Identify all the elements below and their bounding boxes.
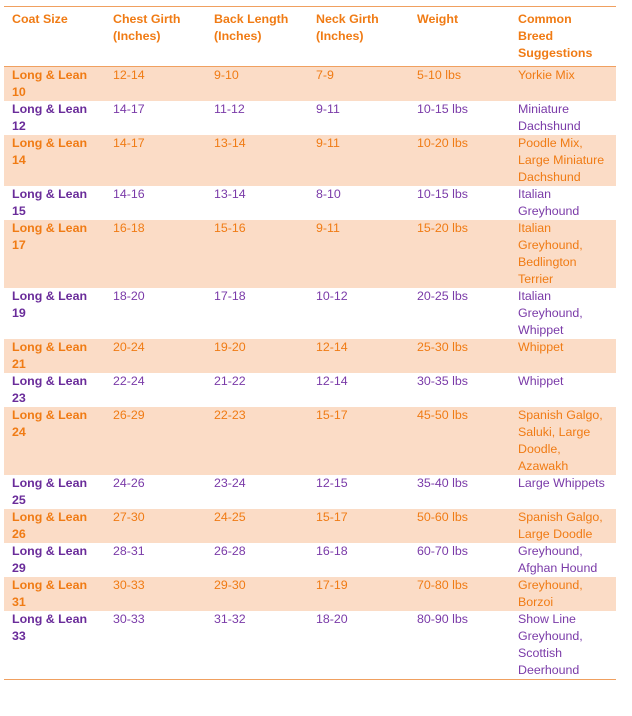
- breed-suggestions-cell: Greyhound, Borzoi: [518, 578, 583, 609]
- weight-cell: 10-15 lbs: [417, 102, 468, 116]
- weight-cell: 25-30 lbs: [417, 340, 468, 354]
- chest-girth-cell: 27-30: [113, 510, 145, 524]
- back-length-cell: 9-10: [214, 68, 239, 82]
- back-length-cell: 29-30: [214, 578, 246, 592]
- weight-cell: 10-20 lbs: [417, 136, 468, 150]
- chest-girth-cell: 16-18: [113, 221, 145, 235]
- coat-size-table: [4, 6, 616, 680]
- coat-size-cell: Long & Lean 23: [12, 374, 88, 405]
- table-row: [4, 186, 616, 220]
- weight-cell: 35-40 lbs: [417, 476, 468, 490]
- neck-girth-cell: 10-12: [316, 289, 348, 303]
- weight-cell: 20-25 lbs: [417, 289, 468, 303]
- back-length-cell: 21-22: [214, 374, 246, 388]
- back-length-cell: 13-14: [214, 187, 246, 201]
- chest-girth-cell: 30-33: [113, 612, 145, 626]
- table-row: [4, 543, 616, 577]
- neck-girth-cell: 15-17: [316, 510, 348, 524]
- chest-girth-cell: 24-26: [113, 476, 145, 490]
- table-header: [4, 7, 616, 67]
- table-row: [4, 288, 616, 339]
- chest-girth-cell: 30-33: [113, 578, 145, 592]
- neck-girth-cell: 12-14: [316, 340, 348, 354]
- table-row: [4, 577, 616, 611]
- breed-suggestions-cell: Spanish Galgo, Large Doodle: [518, 510, 603, 541]
- header-breed-suggestions: Common Breed Suggestions: [518, 12, 593, 60]
- chest-girth-cell: 28-31: [113, 544, 145, 558]
- chest-girth-cell: 14-16: [113, 187, 145, 201]
- coat-size-cell: Long & Lean 24: [12, 408, 88, 439]
- breed-suggestions-cell: Whippet: [518, 340, 564, 354]
- neck-girth-cell: 9-11: [316, 136, 340, 150]
- breed-suggestions-cell: Yorkie Mix: [518, 68, 575, 82]
- table-row: [4, 475, 616, 509]
- weight-cell: 50-60 lbs: [417, 510, 468, 524]
- breed-suggestions-cell: Show Line Greyhound, Scottish Deerhound: [518, 612, 583, 677]
- chest-girth-cell: 20-24: [113, 340, 145, 354]
- neck-girth-cell: 7-9: [316, 68, 334, 82]
- weight-cell: 10-15 lbs: [417, 187, 468, 201]
- coat-size-cell: Long & Lean 10: [12, 68, 88, 99]
- chest-girth-cell: 18-20: [113, 289, 145, 303]
- table-row: [4, 611, 616, 680]
- weight-cell: 80-90 lbs: [417, 612, 468, 626]
- breed-suggestions-cell: Poodle Mix, Large Miniature Dachshund: [518, 136, 605, 184]
- neck-girth-cell: 8-10: [316, 187, 341, 201]
- weight-cell: 60-70 lbs: [417, 544, 468, 558]
- table-row: [4, 101, 616, 135]
- back-length-cell: 19-20: [214, 340, 246, 354]
- breed-suggestions-cell: Miniature Dachshund: [518, 102, 581, 133]
- breed-suggestions-cell: Large Whippets: [518, 476, 605, 490]
- weight-cell: 30-35 lbs: [417, 374, 468, 388]
- coat-size-cell: Long & Lean 21: [12, 340, 88, 371]
- weight-cell: 45-50 lbs: [417, 408, 468, 422]
- back-length-cell: 11-12: [214, 102, 245, 116]
- breed-suggestions-cell: Italian Greyhound, Whippet: [518, 289, 583, 337]
- table-row: [4, 339, 616, 373]
- neck-girth-cell: 17-19: [316, 578, 348, 592]
- coat-size-cell: Long & Lean 17: [12, 221, 88, 252]
- coat-size-cell: Long & Lean 26: [12, 510, 88, 541]
- breed-suggestions-cell: Italian Greyhound, Bedlington Terrier: [518, 221, 583, 286]
- back-length-cell: 15-16: [214, 221, 246, 235]
- header-chest-girth: Chest Girth (Inches): [113, 12, 181, 43]
- coat-size-cell: Long & Lean 15: [12, 187, 88, 218]
- weight-cell: 15-20 lbs: [417, 221, 468, 235]
- back-length-cell: 13-14: [214, 136, 246, 150]
- back-length-cell: 24-25: [214, 510, 246, 524]
- chest-girth-cell: 12-14: [113, 68, 145, 82]
- coat-size-cell: Long & Lean 12: [12, 102, 88, 133]
- neck-girth-cell: 9-11: [316, 102, 340, 116]
- back-length-cell: 17-18: [214, 289, 246, 303]
- neck-girth-cell: 16-18: [316, 544, 348, 558]
- table-row: [4, 135, 616, 186]
- coat-size-cell: Long & Lean 14: [12, 136, 88, 167]
- chest-girth-cell: 14-17: [113, 102, 145, 116]
- chest-girth-cell: 22-24: [113, 374, 145, 388]
- table-row: [4, 67, 616, 102]
- neck-girth-cell: 12-14: [316, 374, 348, 388]
- neck-girth-cell: 18-20: [316, 612, 348, 626]
- header-row: [4, 7, 616, 67]
- weight-cell: 70-80 lbs: [417, 578, 468, 592]
- weight-cell: 5-10 lbs: [417, 68, 462, 82]
- coat-size-cell: Long & Lean 31: [12, 578, 88, 609]
- coat-size-cell: Long & Lean 33: [12, 612, 88, 643]
- back-length-cell: 22-23: [214, 408, 246, 422]
- breed-suggestions-cell: Whippet: [518, 374, 564, 388]
- header-weight: Weight: [417, 12, 459, 26]
- header-neck-girth: Neck Girth (Inches): [316, 12, 379, 43]
- table-row: [4, 220, 616, 288]
- header-back-length: Back Length (Inches): [214, 12, 289, 43]
- table-body: [4, 67, 616, 680]
- back-length-cell: 23-24: [214, 476, 246, 490]
- neck-girth-cell: 12-15: [316, 476, 348, 490]
- coat-size-cell: Long & Lean 29: [12, 544, 88, 575]
- breed-suggestions-cell: Greyhound, Afghan Hound: [518, 544, 598, 575]
- header-coat-size: Coat Size: [12, 12, 68, 26]
- table-row: [4, 373, 616, 407]
- coat-size-cell: Long & Lean 19: [12, 289, 88, 320]
- back-length-cell: 31-32: [214, 612, 246, 626]
- coat-size-cell: Long & Lean 25: [12, 476, 88, 507]
- table-row: [4, 509, 616, 543]
- breed-suggestions-cell: Spanish Galgo, Saluki, Large Doodle, Azawakh: [518, 408, 603, 473]
- chest-girth-cell: 14-17: [113, 136, 145, 150]
- table-row: [4, 407, 616, 475]
- back-length-cell: 26-28: [214, 544, 246, 558]
- breed-suggestions-cell: Italian Greyhound: [518, 187, 580, 218]
- chest-girth-cell: 26-29: [113, 408, 145, 422]
- neck-girth-cell: 9-11: [316, 221, 340, 235]
- neck-girth-cell: 15-17: [316, 408, 348, 422]
